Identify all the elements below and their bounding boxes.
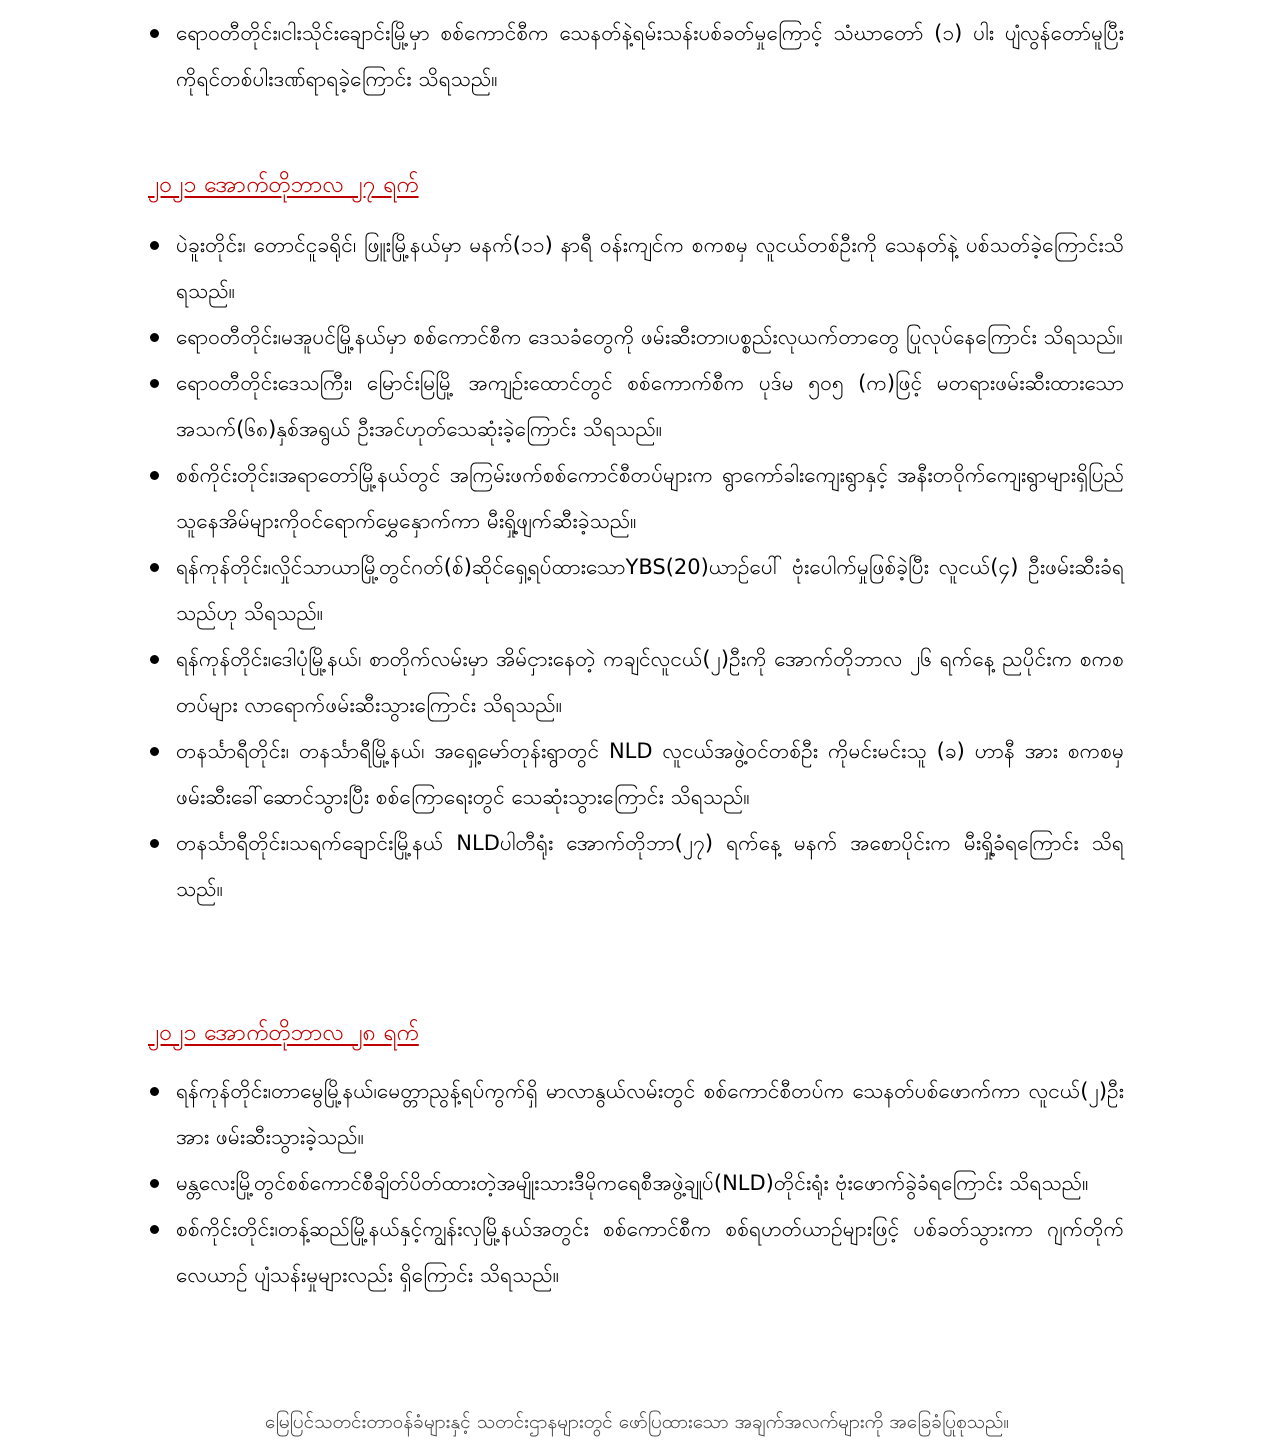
- bullet-icon: [150, 29, 159, 38]
- list-item-text: တနင်္သာရီတိုင်း၊သရက်ချောင်းမြို့နယ် NLDပါတီရုံး အောက်တိုဘာ(၂၇) ရက်နေ့ မနက် အစောပိုင်းက မီးရှို့ခံရကြောင်း သိရသည်။: [176, 831, 1124, 901]
- bullet-icon: [150, 1225, 159, 1234]
- bullet-list-intro: [148, 10, 1124, 102]
- bullet-icon: [150, 471, 159, 480]
- section-heading-oct-28: ၂၀၂၁ အောက်တိုဘာလ ၂၈ ရက်: [148, 1020, 419, 1046]
- bullet-icon: [150, 333, 159, 342]
- list-item: [148, 1160, 1124, 1206]
- list-item: [148, 222, 1124, 314]
- list-item: [148, 636, 1124, 728]
- bullet-icon: [150, 839, 159, 848]
- footer-note: မြေပြင်သတင်းတာဝန်ခံများနှင့် သတင်းဌာနများတွင် ဖော်ပြထားသော အချက်အလက်များကို အခြေခံပြုစုသည်။: [264, 1411, 1010, 1433]
- list-item: [148, 820, 1124, 912]
- list-item-text: ရန်ကုန်တိုင်း၊တာမွေမြို့နယ်၊မေတ္တာညွန့်ရပ်ကွက်ရှိ မာလာနွယ်လမ်းတွင် စစ်ကောင်စီတပ်က သေနတ်ပစ်ဖောက်ကာ လူငယ်(၂)ဦးအား ဖမ်းဆီးသွားခဲ့သည်။: [176, 1079, 1124, 1149]
- list-item-text: ရန်ကုန်တိုင်း၊ဒေါပုံမြို့နယ်၊ စာတိုက်လမ်းမှာ အိမ်ငှားနေတဲ့ ကချင်လူငယ်(၂)ဦးကို အောက်တိုဘာလ ၂၆ ရက်နေ့ ညပိုင်းက စကစတပ်များ လာရောက်ဖမ်းဆီးသွားကြောင်း သိရသည်။: [176, 647, 1124, 717]
- list-item-text: စစ်ကိုင်းတိုင်း၊အရာတော်မြို့နယ်တွင် အကြမ်းဖက်စစ်ကောင်စီတပ်များက ရွာကော်ခါးကျေးရွာနှင့် အနီးတဝိုက်ကျေးရွာများရှိပြည်သူနေအိမ်များကိုဝင်ရောက်မွှေနှောက်ကာ မီးရှို့ဖျက်ဆီးခဲ့သည်။: [176, 463, 1124, 533]
- list-item-text: ရန်ကုန်တိုင်း၊လှိုင်သာယာမြို့တွင်ဂတ်(စ်)ဆိုင်ရှေ့ရပ်ထားသောYBS(20)ယာဥ်ပေါ် ဗုံးပေါက်မှုဖြစ်ခဲ့ပြီး လူငယ်(၄) ဦးဖမ်းဆီးခံရသည်ဟု သိရသည်။: [176, 555, 1124, 625]
- bullet-icon: [150, 379, 159, 388]
- bullet-list-oct-27: [148, 222, 1124, 912]
- section-heading-oct-27: ၂၀၂၁ အောက်တိုဘာလ ၂၇ ရက်: [148, 172, 419, 198]
- list-item: [148, 452, 1124, 544]
- list-item-text: မန္တလေးမြို့တွင်စစ်ကောင်စီချိတ်ပိတ်ထားတဲ့အမျိုးသားဒီမိုကရေစီအဖွဲ့ချုပ်(NLD)တိုင်းရုံး ဗုံးဖောက်ခွဲခံရကြောင်း သိရသည်။: [176, 1171, 1089, 1195]
- bullet-icon: [150, 747, 159, 756]
- list-item: [148, 1206, 1124, 1298]
- list-item-text: ရောဝတီတိုင်းဒေသကြီး၊ မြောင်းမြမြို့ အကျဥ်းထောင်တွင် စစ်ကောက်စီက ပုဒ်မ ၅၀၅ (က)ဖြင့် မတရားဖမ်းဆီးထားသော အသက်(၆၈)နှစ်အရွယ် ဦးအင်ဟုတ်သေဆုံးခဲ့ကြောင်း သိရသည်။: [176, 371, 1124, 441]
- bullet-icon: [150, 655, 159, 664]
- list-item: [148, 1068, 1124, 1160]
- bullet-icon: [150, 241, 159, 250]
- list-item-text: ပဲခူးတိုင်း၊ တောင်ငူခရိုင်၊ ဖြူးမြို့နယ်မှာ မနက်(၁၁) နာရီ ဝန်းကျင်က စကစမှ လူငယ်တစ်ဦးကို သေနတ်နဲ့ ပစ်သတ်ခဲ့ကြောင်းသိရသည်။: [176, 233, 1124, 303]
- list-item-text: တနင်္သာရီတိုင်း၊ တနင်္သာရီမြို့နယ်၊ အရှေ့မော်တုန်းရွာတွင် NLD လူငယ်အဖွဲ့ဝင်တစ်ဦး ကိုမင်းမင်းသူ (ခ) ဟာနီ အား စကစမှ ဖမ်းဆီးခေါ်ဆောင်သွားပြီး စစ်ကြောရေးတွင် သေဆုံးသွားကြောင်း သိရသည်။: [176, 739, 1124, 809]
- bullet-icon: [150, 563, 159, 572]
- list-item: [148, 10, 1124, 102]
- list-item-text: ရောဝတီတိုင်း၊မအူပင်မြို့နယ်မှာ စစ်ကောင်စီက ဒေသခံတွေကို ဖမ်းဆီးတာ၊ပစ္စည်းလုယက်တာတွေ ပြုလုပ်နေကြောင်း သိရသည်။: [176, 325, 1123, 349]
- bullet-icon: [150, 1087, 159, 1096]
- list-item: [148, 728, 1124, 820]
- list-item: [148, 314, 1124, 360]
- list-item: [148, 544, 1124, 636]
- bullet-list-oct-28: [148, 1068, 1124, 1298]
- list-item: [148, 360, 1124, 452]
- list-item-text: စစ်ကိုင်းတိုင်း၊တန့်ဆည်မြို့နယ်နှင့်ကျွန်းလှမြို့နယ်အတွင်း စစ်ကောင်စီက စစ်ရဟတ်ယာဥ်များဖြင့် ပစ်ခတ်သွားကာ ဂျက်တိုက်လေယာဥ် ပျံသန်းမှုများလည်း ရှိကြောင်း သိရသည်။: [176, 1217, 1124, 1287]
- list-item-text: ရောဝတီတိုင်း၊ငါးသိုင်းချောင်းမြို့မှာ စစ်ကောင်စီက သေနတ်နဲ့ရမ်းသန်းပစ်ခတ်မှုကြောင့် သံဃာတော် (၁) ပါး ပျံလွန်တော်မူပြီး ကိုရင်တစ်ပါးဒဏ်ရာရခဲ့ကြောင်း သိရသည်။: [176, 21, 1124, 91]
- bullet-icon: [150, 1179, 159, 1188]
